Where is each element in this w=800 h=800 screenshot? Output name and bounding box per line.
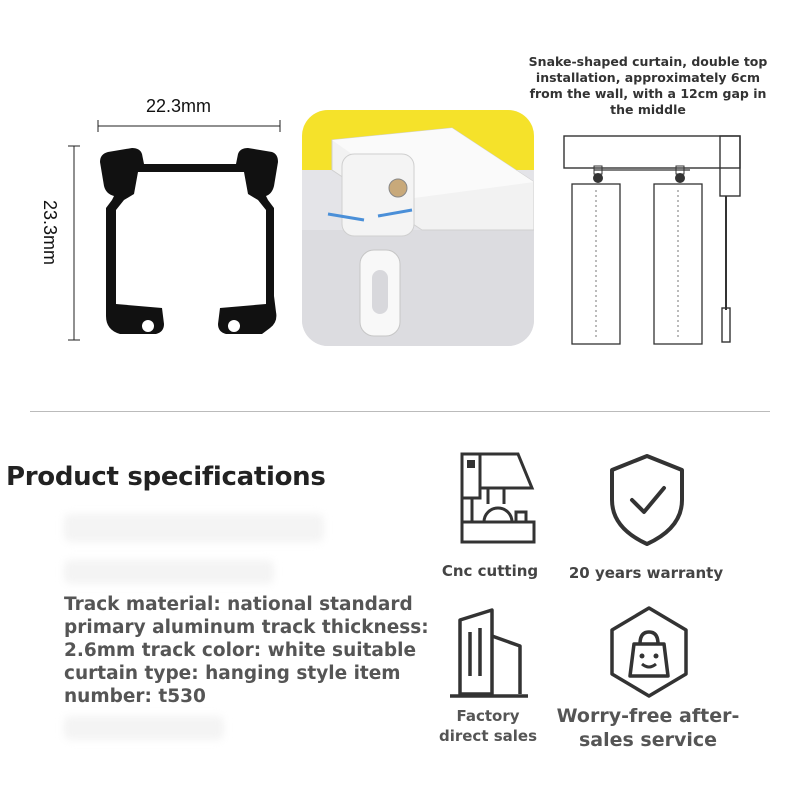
section-title: Product specifications [6, 462, 326, 492]
track-profile-shape [100, 148, 278, 334]
slot-left [142, 320, 154, 332]
feature-label-after-sales: Worry-free after-sales service [556, 705, 740, 751]
smiling-bag-icon [604, 604, 694, 700]
shield-check-icon [602, 450, 692, 550]
height-dimension-label: 23.3mm [40, 200, 60, 266]
glider-illustration [302, 110, 534, 346]
feature-warranty [566, 448, 726, 588]
section-divider [30, 411, 770, 412]
cnc-machine-icon [440, 448, 540, 548]
feature-factory [430, 604, 550, 754]
specifications-text: Track material: national standard primary aluminum track thickness: 2.6mm track color: white suitable curtain type: hanging style item number: t530 [64, 594, 429, 707]
glider-photo [302, 110, 534, 346]
track-profile-diagram [30, 90, 300, 350]
factory-building-icon [444, 606, 534, 702]
blurred-band-3 [64, 716, 224, 740]
feature-after-sales [546, 604, 750, 754]
blurred-band-1 [64, 514, 324, 542]
feature-label-warranty: 20 years warranty [568, 564, 724, 582]
feature-label-factory: Factory direct sales [438, 707, 538, 745]
feature-label-cnc: Cnc cutting [441, 562, 539, 580]
slot-right [228, 320, 240, 332]
width-dimension-label: 22.3mm [146, 96, 212, 116]
installation-note: Snake-shaped curtain, double top installation, approximately 6cm from the wall, with a 12cm gap in the middle [528, 54, 768, 117]
feature-cnc-cutting [420, 448, 560, 588]
curtain-installation-diagram [560, 130, 750, 350]
blurred-band-2 [64, 560, 274, 584]
